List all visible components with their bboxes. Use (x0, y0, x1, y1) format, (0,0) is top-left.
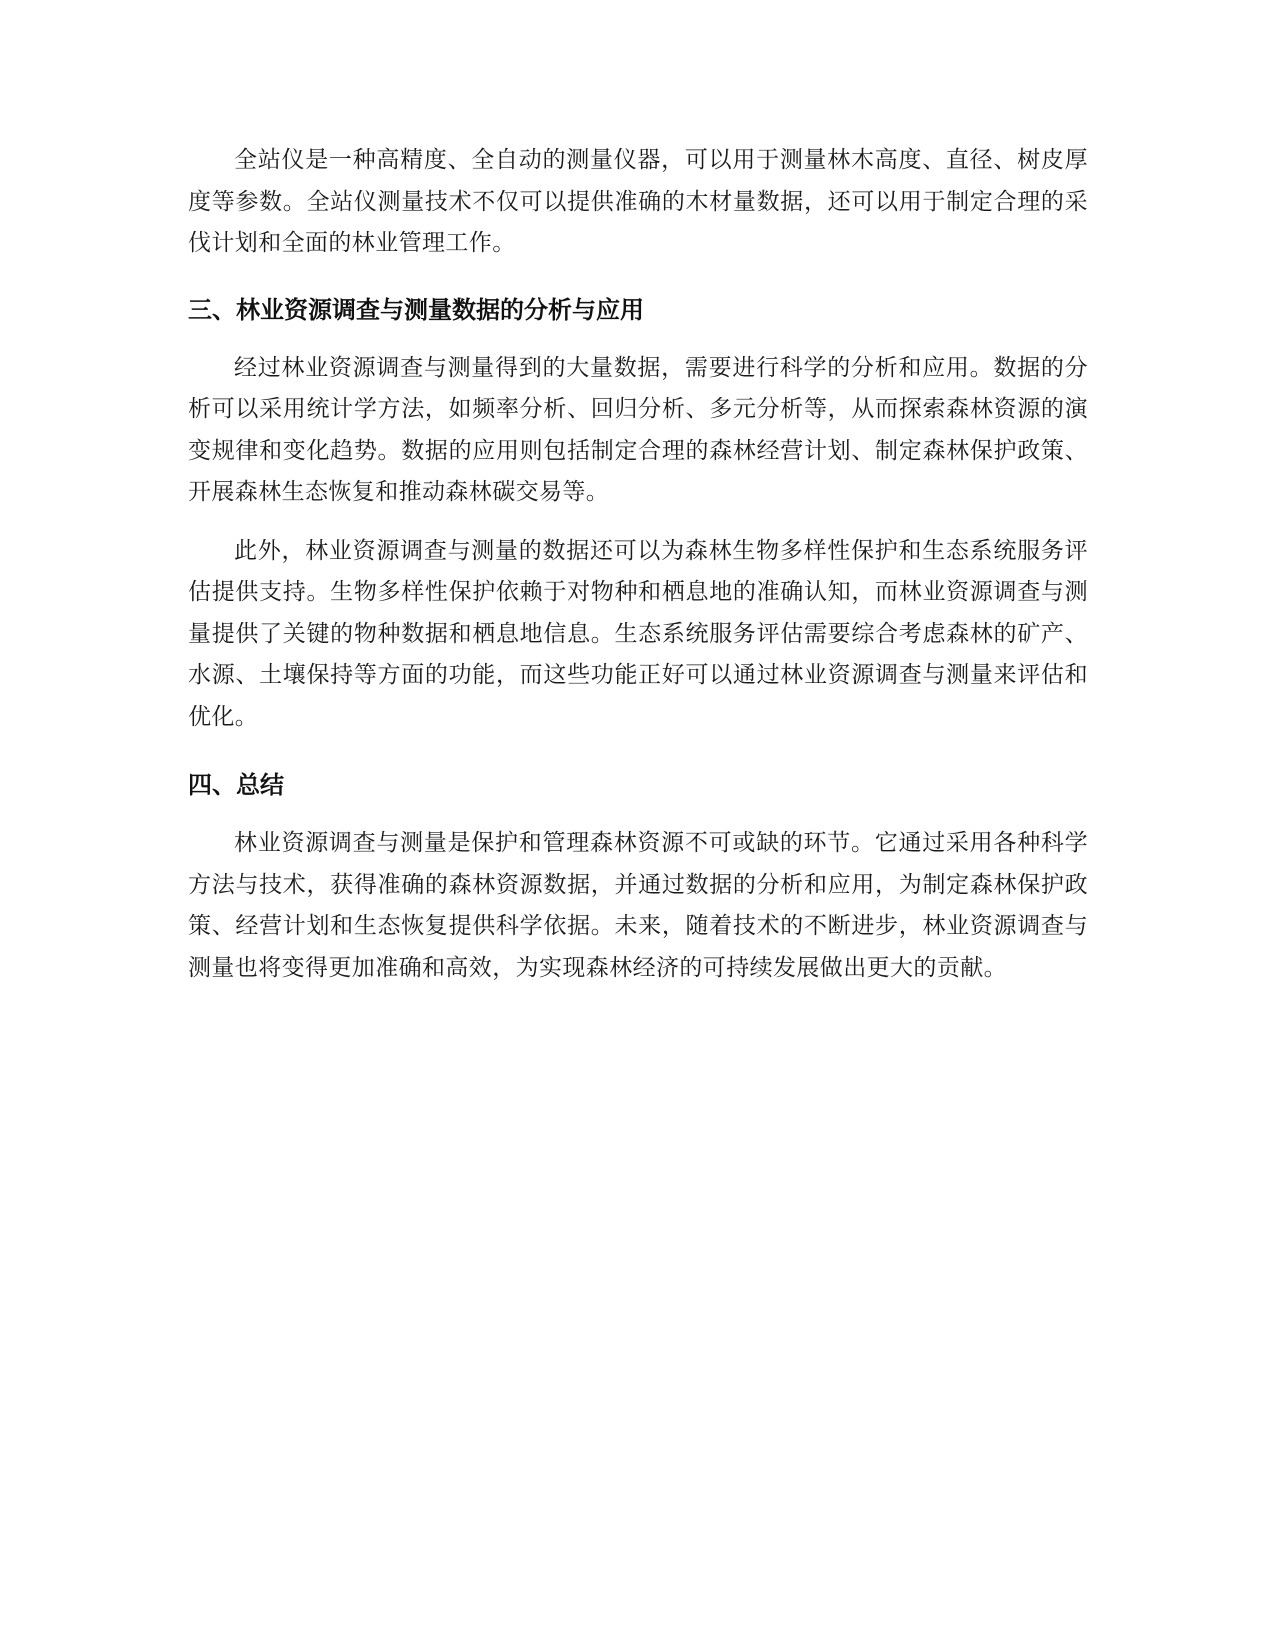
paragraph-data-analysis: 经过林业资源调查与测量得到的大量数据，需要进行科学的分析和应用。数据的分析可以采用统计学方法，如频率分析、回归分析、多元分析等，从而探索森林资源的演变规律和变化趋势。数据的应用则包括制定合理的森林经营计划、制定森林保护政策、开展森林生态恢复和推动森林碳交易等。 (188, 354, 1088, 505)
document-page (188, 140, 1088, 989)
section-3-heading: 三、林业资源调查与测量数据的分析与应用 (188, 295, 644, 324)
paragraph-summary: 林业资源调查与测量是保护和管理森林资源不可或缺的环节。它通过采用各种科学方法与技术，获得准确的森林资源数据，并通过数据的分析和应用，为制定森林保护政策、经营计划和生态恢复提供科学依据。未来，随着技术的不断进步，林业资源调查与测量也将变得更加准确和高效，为实现森林经济的可持续发展做出更大的贡献。 (188, 830, 1088, 981)
section-4-heading: 四、总结 (188, 771, 284, 799)
paragraph-total-station: 全站仪是一种高精度、全自动的测量仪器，可以用于测量林木高度、直径、树皮厚度等参数。全站仪测量技术不仅可以提供准确的木材量数据，还可以用于制定合理的采伐计划和全面的林业管理工作。 (188, 147, 1088, 256)
paragraph-biodiversity: 此外，林业资源调查与测量的数据还可以为森林生物多样性保护和生态系统服务评估提供支持。生物多样性保护依赖于对物种和栖息地的准确认知，而林业资源调查与测量提供了关键的物种数据和栖息地信息。生态系统服务评估需要综合考虑森林的矿产、水源、土壤保持等方面的功能，而这些功能正好可以通过林业资源调查与测量来评估和优化。 (188, 537, 1088, 730)
